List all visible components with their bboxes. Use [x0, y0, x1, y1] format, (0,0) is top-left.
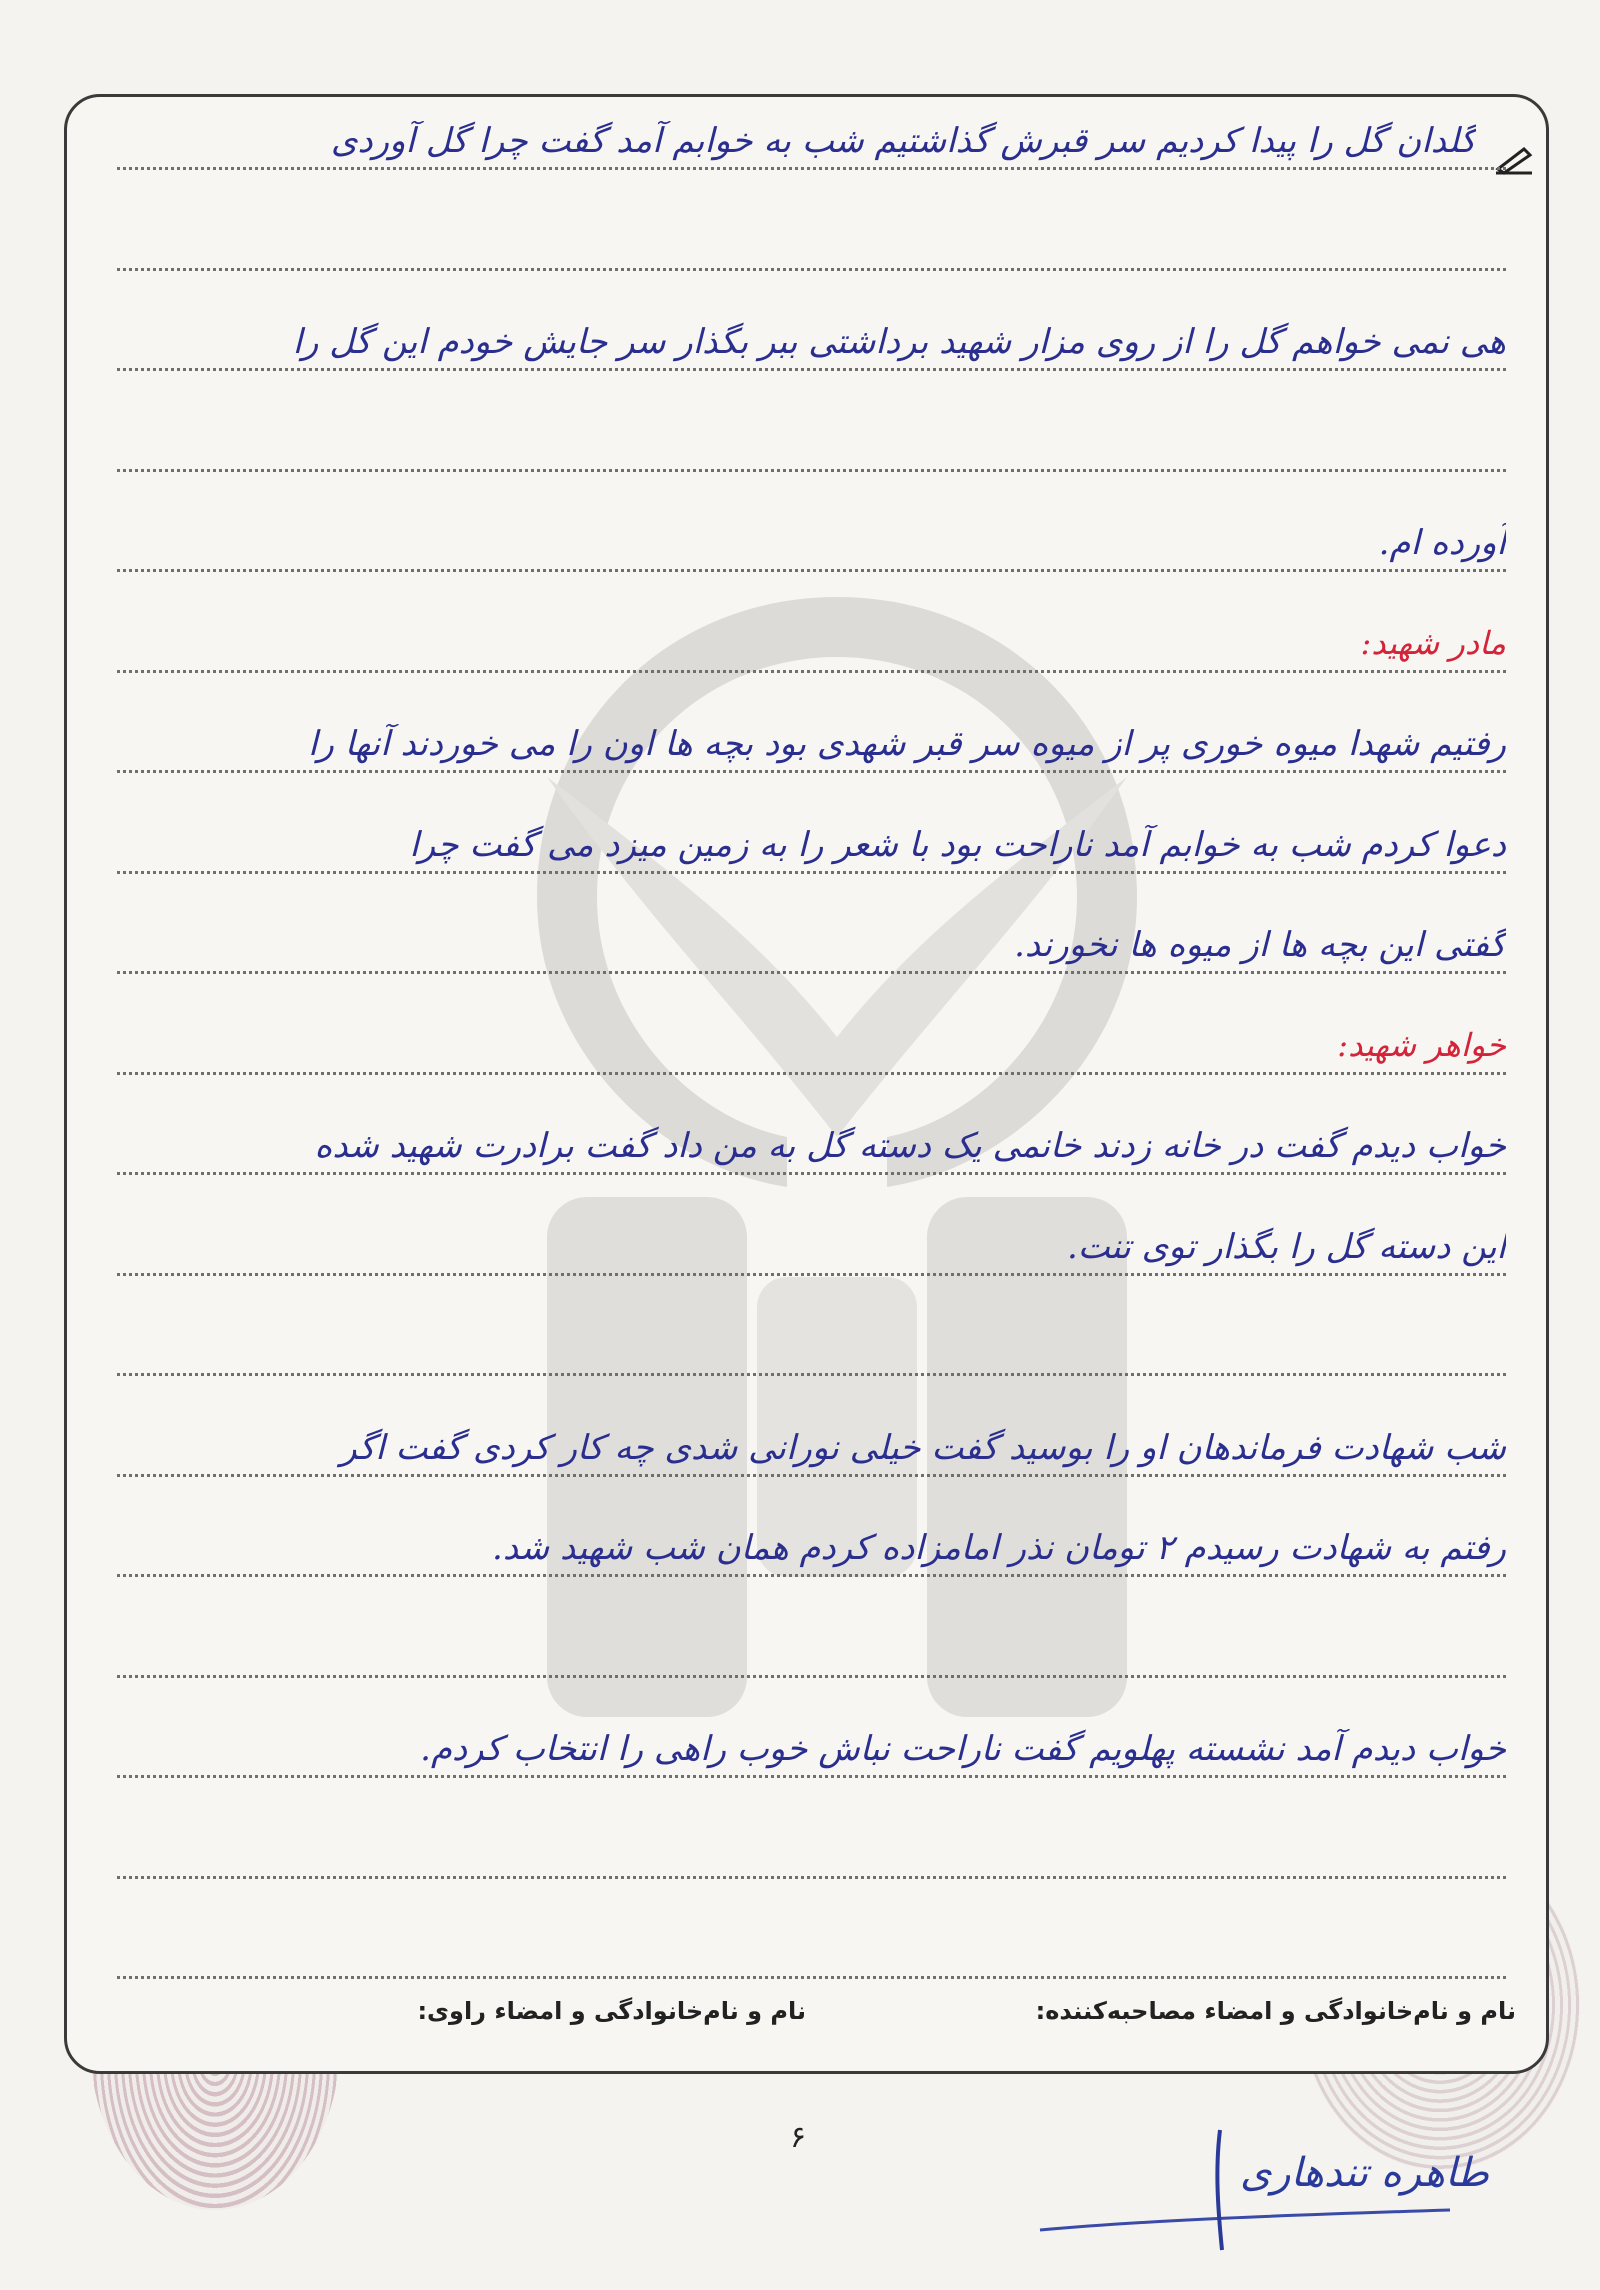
dotted-rule-line — [117, 670, 1506, 673]
handwritten-line: هی نمی خواهم گل را از روی مزار شهید برداشتی ببر بگذار سر جایش خودم این گل را — [292, 322, 1506, 362]
signature-name: طاهره تندهاری — [1240, 2150, 1489, 2196]
dotted-rule-line — [117, 971, 1506, 974]
handwritten-line: شب شهادت فرماندهان او را بوسید گفت خیلی نورانی شدی چه کار کردی گفت اگر — [340, 1427, 1506, 1468]
handwritten-line: مادر شهید: — [1360, 623, 1506, 662]
dotted-rule-line — [117, 871, 1506, 874]
dotted-rule-line — [117, 1273, 1506, 1276]
interviewer-signature-label: نام و نام‌خانوادگی و امضاء مصاحبه‌کننده: — [1035, 1997, 1516, 2025]
pen-icon — [1494, 143, 1534, 175]
dotted-rule-line — [117, 1574, 1506, 1577]
dotted-rule-line — [117, 1675, 1506, 1678]
dotted-rule-line — [117, 368, 1506, 371]
handwritten-line: گفتی این بچه ها از میوه ها نخورند. — [1014, 925, 1506, 965]
handwritten-line: آورده ام. — [1378, 523, 1506, 563]
handwritten-line: رفتیم شهدا میوه خوری پر از میوه سر قبر شهدی بود بچه ها اون را می خوردند آنها را — [308, 724, 1506, 764]
dotted-rule-line — [117, 569, 1506, 572]
handwritten-line: دعوا کردم شب به خوابم آمد ناراحت بود با شعر را به زمین میزد می گفت چرا — [409, 824, 1506, 865]
handwritten-line: خواب دیدم گفت در خانه زدند خانمی یک دسته گل به من داد گفت برادرت شهید شده — [314, 1126, 1506, 1166]
dotted-rule-line — [117, 1775, 1506, 1778]
dotted-rule-line — [117, 469, 1506, 472]
dotted-rule-line — [117, 1876, 1506, 1879]
dotted-rule-line — [117, 1976, 1506, 1979]
page-number: ۶ — [790, 2120, 807, 2155]
handwritten-line: رفتم به شهادت رسیدم ۲ تومان نذر امامزاده کردم همان شب شهید شد. — [492, 1528, 1506, 1568]
dotted-rule-line — [117, 1072, 1506, 1075]
dotted-rule-line — [117, 167, 1506, 170]
handwritten-line: خواب دیدم آمد نشسته پهلویم گفت ناراحت نباش خوب راهی را انتخاب کردم. — [420, 1729, 1506, 1769]
dotted-rule-line — [117, 268, 1506, 271]
dotted-rule-line — [117, 1172, 1506, 1175]
dotted-rule-line — [117, 770, 1506, 773]
page-frame — [64, 94, 1549, 2074]
dotted-rule-line — [117, 1474, 1506, 1477]
handwritten-line: گلدان گل را پیدا کردیم سر قبرش گذاشتیم شب به خوابم آمد گفت چرا گل آوردی — [330, 121, 1476, 161]
handwritten-line: این دسته گل را بگذار توی تنت. — [1066, 1226, 1506, 1267]
dotted-rule-line — [117, 1373, 1506, 1376]
narrator-signature-label: نام و نام‌خانوادگی و امضاء راوی: — [417, 1997, 806, 2025]
handwritten-line: خواهر شهید: — [1337, 1025, 1506, 1064]
signature-footer — [107, 1997, 1516, 2037]
